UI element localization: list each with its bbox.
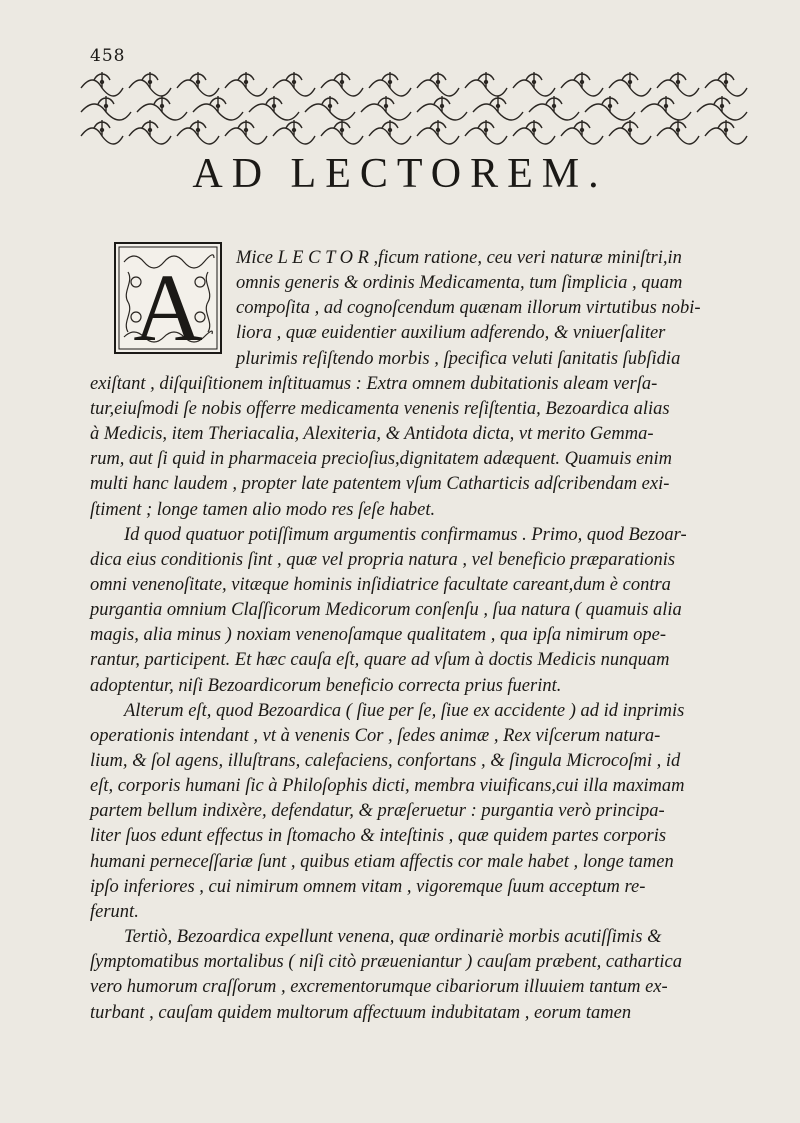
text-line: ſtiment ; longe tamen alio modo res ſeſe habet. [90,499,436,520]
text-line: exiſtant , diſquiſitionem inſtituamus : Extra omnem dubitationis aleam verſa- [90,373,658,394]
text-line: Alterum eſt, quod Bezoardica ( ſiue per ſe, ſiue ex accidente ) ad id inprimis [124,700,685,721]
text-line: adoptentur, niſi Bezoardicorum beneficio correcta prius fuerint. [90,675,562,696]
text-line: ferunt. [90,901,139,922]
text-line: à Medicis, item Theriacalia, Alexiteria, & Antidota dicta, vt merito Gemma- [90,424,654,445]
text-line: turbant , cauſam quidem multorum affectuum indubitatam , eorum tamen [90,1002,632,1023]
text-line: compoſita , ad cognoſcendum quænam illorum virtutibus nobi- [236,298,701,319]
text-line: magis, alia minus ) noxiam venenoſamque qualitatem , qua ipſa nimirum ope- [90,625,667,646]
text-line: rantur, participent. Et hæc cauſa eſt, quare ad vſum à doctis Medicis nunquam [90,650,670,671]
text-line: dica eius conditionis ſint , quæ vel propria natura , vel beneficio præparationis [90,549,676,570]
text-line: operationis intendant , vt à venenis Cor , ſedes animæ , Rex viſcerum natura- [90,725,661,746]
text-line: rum, aut ſi quid in pharmaceia precioſius,dignitatem adæquent. Quamuis enim [90,449,673,470]
text-line: multi hanc laudem , propter late patentem vſum Catharticis adſcribendam exi- [90,474,670,495]
text-line: omni venenoſitate, vitæque hominis inſidiatrice facultate careant,dum è contra [90,574,671,595]
text-line: plurimis reſiſtendo morbis , ſpecifica veluti ſanitatis ſubſidia [236,348,681,369]
text-line: eſt, corporis humani ſic à Philoſophis dicti, membra viuificans,cui illa maximam [90,776,685,797]
headpiece-ornament [78,62,750,152]
decorated-initial [114,242,222,354]
page-number: 458 [90,46,126,66]
page-title: AD LECTOREM. [192,151,608,197]
text-line: liter ſuos edunt effectus in ſtomacho & inteſtinis , quæ quidem partes corporis [90,826,667,847]
text-line: humani perneceſſariæ ſunt , quibus etiam affectis cor male habet , longe tamen [90,851,674,872]
text-line: Id quod quatuor potiſſimum argumentis confirmamus . Primo, quod Bezoar- [124,524,687,545]
text-line: purgantia omnium Claſſicorum Medicorum conſenſu , ſua natura ( quamuis alia [90,600,682,621]
text-line: partem bellum indixère, defendatur, & præſeruetur : purgantia verò principa- [90,801,665,822]
text-line: liora , quæ euidentier auxilium adferendo, & vniuerſaliter [236,323,666,344]
text-line: ſymptomatibus mortalibus ( niſi citò præueniantur ) cauſam præbent, cathartica [90,952,682,973]
text-line: ipſo inferiores , cui nimirum omnem vitam , vigoremque ſuum acceptum re- [90,876,646,897]
initial-letter: A [133,254,203,354]
text-line: Tertiò, Bezoardica expellunt venena, quæ ordinariè morbis acutiſſimis & [124,927,662,948]
text-line: Mice L E C T O R ,ficum ratione, ceu veri naturæ miniſtri,in [236,248,682,268]
text-line: omnis generis & ordinis Medicamenta, tum ſimplicia , quam [236,273,683,294]
text-line: tur,eiuſmodi ſe nobis offerre medicamenta venenis reſiſtentia, Bezoardica alias [90,398,670,419]
text-line: lium, & ſol agens, illuſtrans, calefaciens, confortans , & ſingula Microcoſmi , id [90,751,681,771]
text-line: vero humorum craſſorum , excrementorumque cibariorum illuuiem tantum ex- [90,977,668,998]
